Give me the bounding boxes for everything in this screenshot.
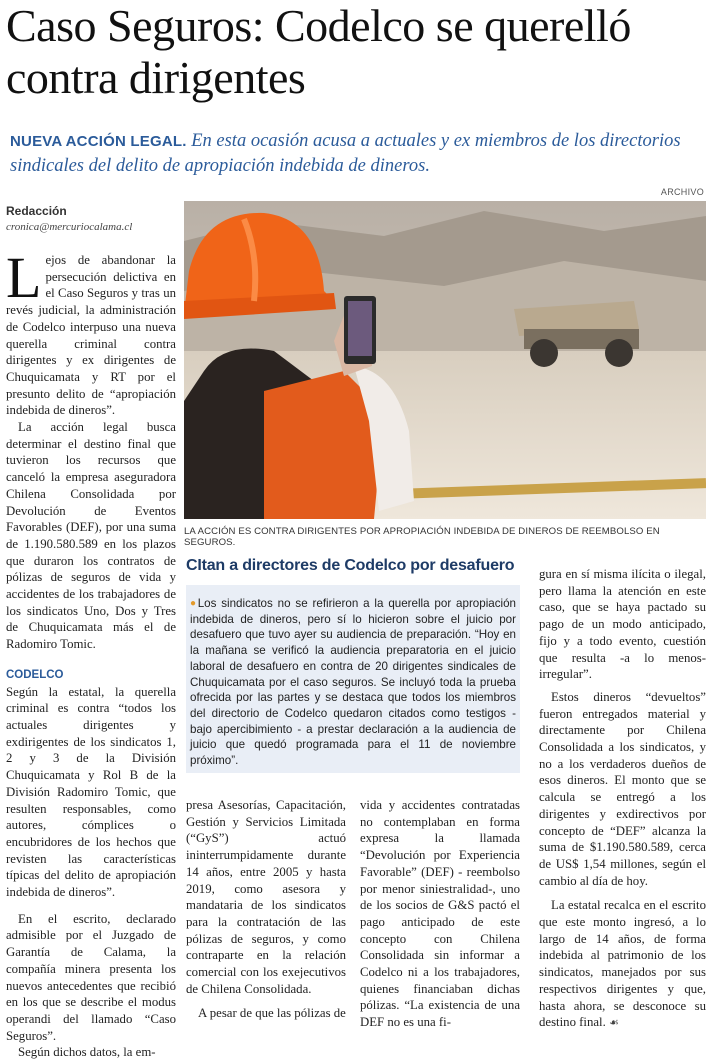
photo-credit: ARCHIVO [660, 187, 704, 197]
article-photo [184, 201, 706, 519]
mine-scene-illustration [184, 201, 706, 519]
paragraph: La acción legal busca determinar el destino final que tuvieron los recursos que canceló la empresa aseguradora Chilena Consolidada por Devolución de Eventos Favorables (DEF), por una suma de 1.190.580.589 en los plazos que duraron los contratos de pólizas de seguros de vida y accidentes de los trabajadores de los sindicatos Uno, Dos y Tres de Chuquicamata más el de Radomiro Tomic. [6, 420, 176, 652]
byline-author: Redacción [6, 204, 67, 218]
box-paragraph: Los sindicatos no se refirieron a la querella por apropiación indebida de dineros, pero sí lo hicieron sobre el juicio por desafuero que tuvo ayer su audiencia de preparación. “Hoy en la mañana se verificó la audiencia preparatoria en el juicio laboral de desafuero en contra de 20 dirigentes sindicales de Chuquicamata por el caso seguros. Se incluyó toda la prueba ofrecida por las partes y se destaca que todos los miembros del directorio de Codelco quedaron citados como testigos - bajo apercibimiento - a prestar declaración a la audiencia de juicio que quedó programada para el 11 de noviembre próximo”. [190, 597, 516, 768]
paragraph-text: ejos de abandonar la persecución delictiva en el Caso Seguros y tras un revés judicial, la administración de Codelco interpuso una nueva querella criminal contra dirigentes y ex dirigentes de Chuquicamata y RT por el presunto delito de “apropiación indebida de dineros”. [6, 253, 176, 418]
column-3 [360, 797, 520, 1031]
end-mark-icon: ☙ [609, 1017, 619, 1030]
box-text [190, 596, 516, 769]
bullet-dot-icon: ● [190, 598, 198, 609]
byline-email: cronica@mercuriocalama.cl [6, 221, 133, 233]
deck [10, 129, 700, 179]
paragraph: En el escrito, declarado admisible por el Juzgado de Garantía de Calama, la compañía minera presenta los nuevos antecedentes que recibió en los que se describe el modus operandi del llamado “Caso Seguros”. [6, 911, 176, 1043]
paragraph: Estos dineros “devueltos” fueron entregados material y directamente por Chilena Consolidada a los sindicatos, y no a los verdaderos dueños de esos dineros. El monto que se calcula se entregó a los dirigentes y exdirectivos por concepto de “DEF” alcanza la suma de $1.190.580.589, cerca de US$ 1,54 millones, según el cambio al día de hoy. [539, 689, 706, 888]
paragraph [539, 897, 706, 1032]
paragraph: gura en sí misma ilícita o ilegal, pero llama la atención en este caso, que se haya pactado su pago de un modo anticipado, fijo y a todo evento, cuestión que resulta -a lo menos- irregular”. [539, 567, 706, 682]
dropcap: L [6, 245, 42, 310]
paragraph: Según la estatal, la querella criminal es contra “todos los actuales dirigentes y exdirigentes de los sindicatos 1, 2 y 3 de la División Chuquicamata y Rol B de la División Radomiro Tomic, que resulten responsables, como autores, cómplices o encubridores de los hechos que revisten las características típicas del delito de apropiación indebida de dineros”. [6, 684, 176, 900]
paragraph: Según dichos datos, la em- [18, 1045, 156, 1060]
photo-caption: LA ACCIÓN ES CONTRA DIRIGENTES POR APROPIACIÓN INDEBIDA DE DINEROS DE REEMBOLSO EN SEGUROS. [184, 526, 660, 548]
column-1 [6, 245, 176, 1061]
headline: Caso Seguros: Codelco se querelló contra dirigentes [6, 0, 631, 103]
column-4 [539, 566, 706, 1032]
paragraph: vida y accidentes contratadas no contemplaban en forma expresa la llamada “Devolución por Experiencia Favorable” (DEF) - reembolso por menor siniestralidad-, uno de los socios de G&S pactó el pago anticipado de este concepto con Chilena Consolidada sin informar a Codelco ni a los trabajadores, quienes financiaban dichas pólizas. “La existencia de una DEF no es una fi- [360, 798, 520, 1030]
column-2 [186, 797, 346, 1022]
paragraph-lead [6, 245, 176, 419]
paragraph: A pesar de que las pólizas de [198, 1006, 346, 1021]
deck-kicker: NUEVA ACCIÓN LEGAL. [10, 133, 187, 150]
paragraph-text: La estatal recalca en el escrito que este monto ingresó, a lo largo de 14 años, de forma indebida al patrimonio de los sindicatos, manejados por sus respectivos dirigentes y que, hasta ahora, se desconoce su destino final. [539, 898, 706, 1030]
paragraph: presa Asesorías, Capacitación, Gestión y Servicios Limitada (“GyS”) actuó ininterrumpidamente durante 14 años, entre 2005 y hasta 2019, como asesora y mandataria de los sindicatos para la contratación de las pólizas de seguros, y como contraparte en la relación comercial con los exejecutivos de Chilena Consolidada. [186, 798, 346, 996]
deck-text: En esta ocasión acusa a actuales y ex miembros de los directorios sindicales del delito de apropiación indebida de dineros. [10, 131, 681, 176]
subhead-codelco: CODELCO [6, 668, 64, 681]
box-title: CItan a directores de Codelco por desafuero [186, 557, 515, 574]
